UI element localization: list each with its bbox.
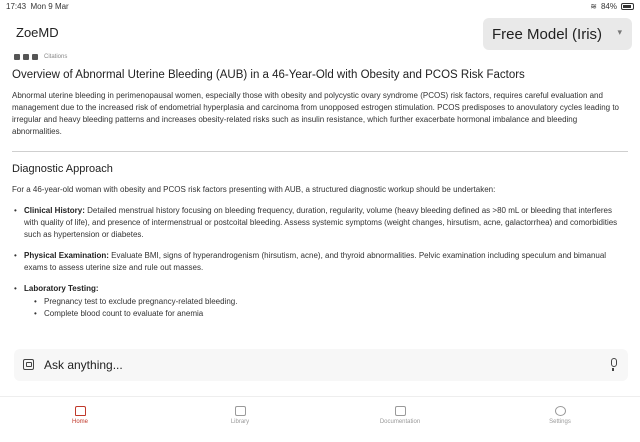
- list-item: [12, 283, 628, 320]
- battery-icon: [621, 3, 634, 10]
- sublist-item: • Complete blood count to evaluate for anemia: [34, 308, 628, 320]
- tab-library[interactable]: [160, 397, 320, 442]
- tab-label: Library: [230, 419, 250, 425]
- list-item-label: Clinical History:: [24, 206, 85, 215]
- source-favicon-icon: [23, 54, 29, 60]
- model-selector-label: Free Model (Iris): [492, 25, 603, 43]
- sources-row[interactable]: [14, 52, 628, 62]
- section-intro: For a 46-year-old woman with obesity and PCOS risk factors presenting with AUB, a structured diagnostic workup should be undertaken:: [12, 185, 496, 194]
- ask-input[interactable]: [44, 356, 584, 374]
- list-item-text: Detailed menstrual history focusing on bleeding frequency, duration, regularity, volume (heavy bleeding defined as >80 mL or bleeding that interferes with quality of life), and presence of intermenstrual or postcoital bleeding. Assess systemic symptoms (weight changes, hirsutism, acne, galactorrhea) and comorbidities such as hypertension or diabetes.: [24, 206, 618, 239]
- documentation-icon: [395, 406, 406, 416]
- list-item-label: Laboratory Testing:: [24, 284, 99, 293]
- diagnostic-list: [12, 205, 628, 320]
- tab-label: Documentation: [379, 419, 421, 425]
- response-title: Overview of Abnormal Uterine Bleeding (AUB) in a 46-Year-Old with Obesity and PCOS Risk Factors: [12, 69, 525, 81]
- tab-documentation[interactable]: [320, 397, 480, 442]
- tab-home[interactable]: [0, 397, 160, 442]
- attach-icon[interactable]: [23, 359, 34, 370]
- list-item: [12, 205, 628, 241]
- list-item-label: Physical Examination:: [24, 251, 109, 260]
- tab-settings[interactable]: [480, 397, 640, 442]
- chat-response: [12, 52, 628, 342]
- sublist-item: • Pregnancy test to exclude pregnancy-related bleeding.: [34, 296, 628, 308]
- library-icon: [235, 406, 246, 416]
- status-right: [590, 2, 634, 11]
- overview-paragraph: Abnormal uterine bleeding in perimenopausal women, especially those with obesity and polycystic ovary syndrome (PCOS) risk factors, requires careful evaluation and management due to the increased risk of endometrial hyperplasia and carcinoma from unopposed estrogen stimulation. PCOS predisposes to anovulatory cycles leading to irregular and heavy bleeding patterns and increases obesity-related risks such as insulin resistance, which further exacerbate hormonal imbalance and bleeding abnormalities.: [12, 91, 620, 136]
- app-header: [0, 14, 640, 52]
- list-item-text: Evaluate BMI, signs of hyperandrogenism (hirsutism, acne), and thyroid abnormalities. Pelvic examination including speculum and bimanual exams to assess uterine size and rule out masses.: [24, 251, 607, 272]
- model-selector-button[interactable]: [483, 18, 632, 50]
- section-divider: [12, 151, 628, 152]
- chevron-down-icon: ▾: [617, 27, 622, 37]
- source-favicon-icon: [14, 54, 20, 60]
- section-title: Diagnostic Approach: [12, 163, 113, 175]
- microphone-icon[interactable]: [611, 358, 617, 367]
- home-icon: [75, 406, 86, 416]
- tab-label: Settings: [549, 419, 571, 425]
- composer-bar: [14, 349, 628, 381]
- settings-icon: [555, 406, 566, 416]
- bottom-tab-bar: [0, 396, 640, 442]
- sources-label: Citations: [44, 54, 68, 60]
- lab-sublist: [24, 296, 628, 320]
- status-time: 17:43 Mon 9 Mar: [6, 2, 69, 11]
- app-title: ZoeMD: [16, 25, 59, 40]
- status-bar: [0, 0, 640, 14]
- source-favicon-icon: [32, 54, 38, 60]
- tab-label: Home: [71, 419, 88, 425]
- list-item: [12, 250, 628, 274]
- wifi-icon: ≋: [590, 2, 597, 11]
- battery-percent: 84%: [600, 2, 617, 11]
